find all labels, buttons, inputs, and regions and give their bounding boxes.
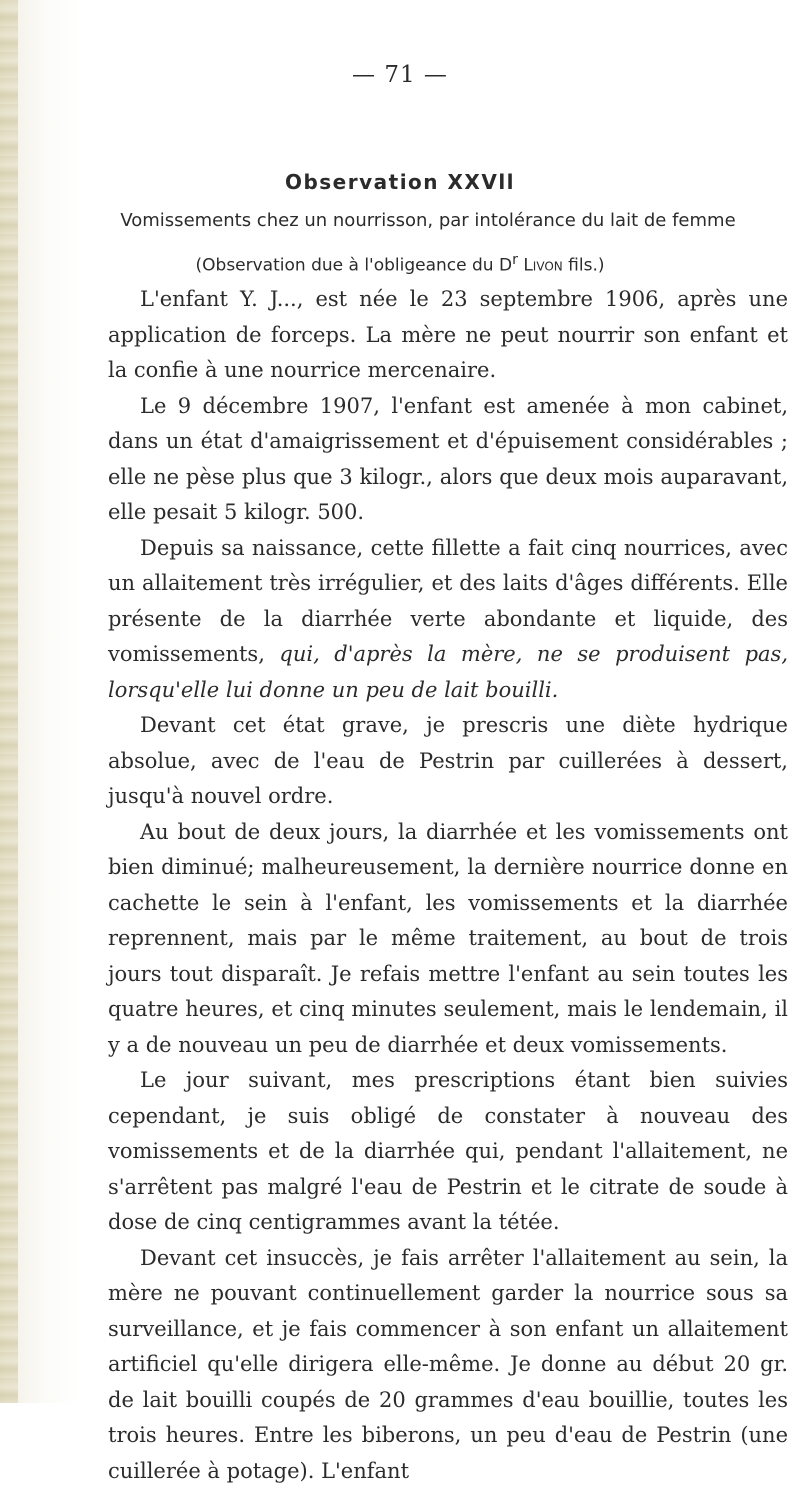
paragraph-3-italic: qui, d'après la mère, ne se produisent pas, lorsqu'elle lui donne un peu de lait bouilli. bbox=[108, 642, 788, 702]
body-text bbox=[108, 282, 788, 1489]
observation-title: Observation XXVll bbox=[0, 170, 800, 194]
observation-attribution bbox=[0, 252, 800, 276]
paragraph-6: Le jour suivant, mes prescriptions étant bien suivies cependant, je suis obligé de constater à nouveau des vomissements et de la diarrhée qui, pendant l'allaitement, ne s'arrêtent pas malgré l'eau de Pestrin et le citrate de soude à dose de cinq centigrammes avant la tétée. bbox=[108, 1063, 788, 1241]
paragraph-1: L'enfant Y. J..., est née le 23 septembre 1906, après une application de forceps. La mère ne peut nourrir son enfant et la confie à une nourrice mercenaire. bbox=[108, 282, 788, 389]
attribution-sup: r bbox=[512, 252, 518, 268]
observation-subtitle: Vomissements chez un nourrisson, par intolérance du lait de femme bbox=[78, 210, 778, 231]
attribution-suffix: fils.) bbox=[563, 256, 605, 276]
paragraph-3-text: Depuis sa naissance, cette fillette a fait cinq nourrices, avec un allaitement très irrégulier, et des laits d'âges différents. Elle présente de la diarrhée verte abondante et liquide, des vomissements, bbox=[108, 536, 788, 667]
paragraph-4: Devant cet état grave, je prescris une diète hydrique absolue, avec de l'eau de Pestrin par cuillerées à dessert, jusqu'à nouvel ordre. bbox=[108, 708, 788, 815]
attribution-name: Livon bbox=[523, 256, 562, 276]
page-number: — 71 — bbox=[0, 62, 800, 88]
book-spine-edge bbox=[0, 0, 18, 1403]
paragraph-3 bbox=[108, 531, 788, 709]
paragraph-7: Devant cet insuccès, je fais arrêter l'allaitement au sein, la mère ne pouvant continuellement garder la nourrice sous sa surveillance, et je fais commencer à son enfant un allaitement artificiel qu'elle dirigera elle-même. Je donne au début 20 gr. de lait bouilli coupés de 20 grammes d'eau bouillie, toutes les trois heures. Entre les biberons, un peu d'eau de Pestrin (une cuillerée à potage). L'enfant bbox=[108, 1241, 788, 1489]
paragraph-5: Au bout de deux jours, la diarrhée et les vomissements ont bien diminué; malheureusement, la dernière nourrice donne en cachette le sein à l'enfant, les vomissements et la diarrhée reprennent, mais par le même traitement, au bout de trois jours tout disparaît. Je refais mettre l'enfant au sein toutes les quatre heures, et cinq minutes seulement, mais le lendemain, il y a de nouveau un peu de diarrhée et deux vomissements. bbox=[108, 815, 788, 1064]
paragraph-2: Le 9 décembre 1907, l'enfant est amenée à mon cabinet, dans un état d'amaigrissement et d'épuisement considérables ; elle ne pèse plus que 3 kilogr., alors que deux mois auparavant, elle pesait 5 kilogr. 500. bbox=[108, 389, 788, 531]
attribution-prefix: (Observation due à l'obligeance du D bbox=[196, 256, 513, 276]
